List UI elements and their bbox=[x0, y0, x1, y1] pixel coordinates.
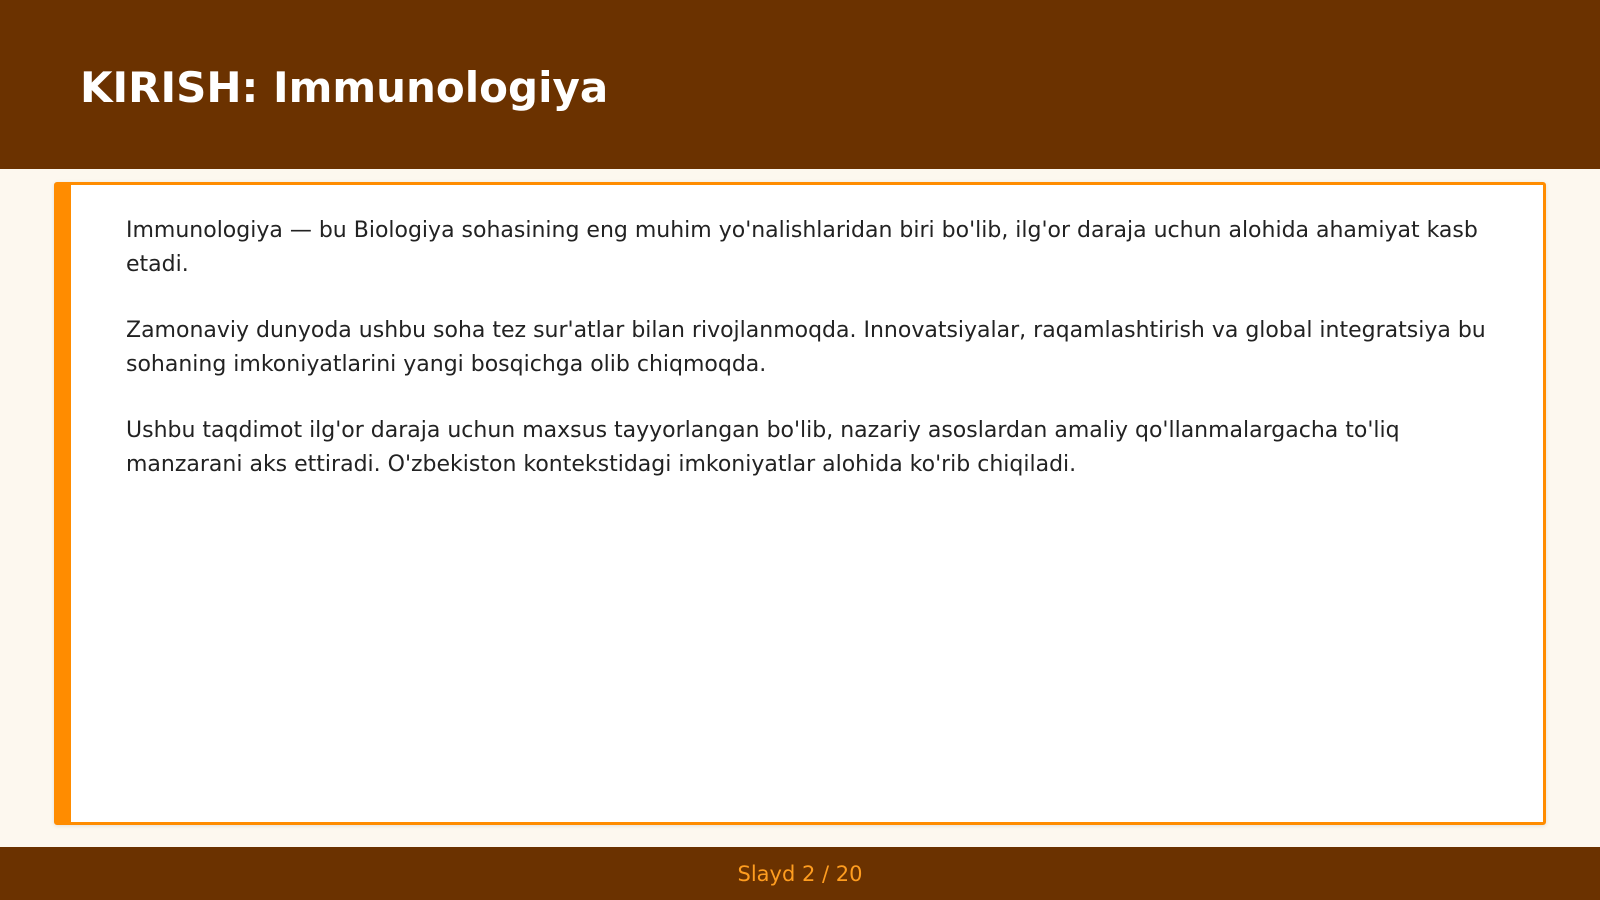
paragraph-intro: Immunologiya — bu Biologiya sohasining eng muhim yo'nalishlaridan biri bo'lib, ilg'or daraja uchun alohida ahamiyat kasb etadi. bbox=[126, 218, 1478, 277]
paragraph-modern-world: Zamonaviy dunyoda ushbu soha tez sur'atlar bilan rivojlanmoqda. Innovatsiyalar, raqamlashtirish va global integratsiya bu sohaning imkoniyatlarini yangi bosqichga olib chiqmoqda. bbox=[126, 318, 1486, 377]
content-card bbox=[54, 182, 1546, 825]
slide-number: Slayd 2 / 20 bbox=[737, 862, 863, 886]
slide-footer bbox=[0, 847, 1600, 900]
paragraph-presentation-scope: Ushbu taqdimot ilg'or daraja uchun maxsus tayyorlangan bo'lib, nazariy asoslardan amaliy qo'llanmalargacha to'liq manzarani aks ettiradi. O'zbekiston kontekstidagi imkoniyatlar alohida ko'rib chiqiladi. bbox=[126, 418, 1400, 477]
slide-title: KIRISH: Immunologiya bbox=[80, 63, 609, 112]
slide-header bbox=[0, 0, 1600, 169]
slide-body bbox=[126, 214, 1501, 514]
